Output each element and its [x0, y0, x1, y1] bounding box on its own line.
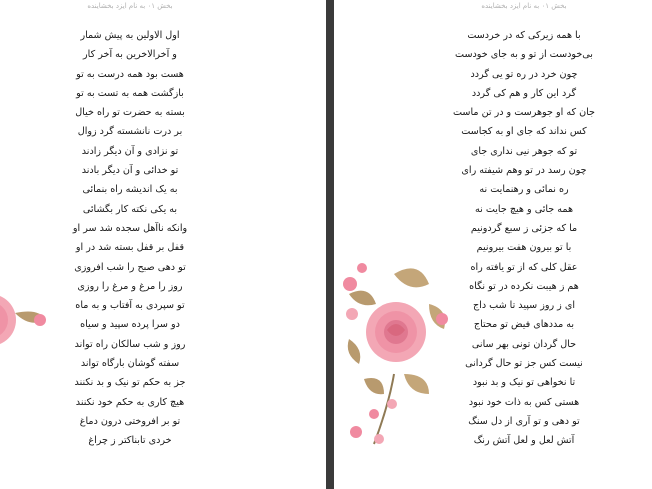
verse-line: تو خدائی و آن دیگر بادند: [81, 165, 179, 177]
verse-line: قفل بر قفل بسته شد در او: [75, 242, 185, 254]
verse-line: همه جائی و هیچ جایت نه: [474, 203, 574, 215]
verse-line: با همه زیرکی که در خردست: [467, 30, 581, 41]
verse-line: بی‌خودست از تو و به جای خودست: [455, 49, 593, 61]
verse-line: تو دهی صبح را شب افروزی: [74, 261, 186, 273]
verse-line: به مددهای فیض تو محتاج: [473, 319, 575, 331]
verse-line: و آخرالاخرین به آخر کار: [83, 49, 177, 61]
verse-line: تو بر افروختی درون دماغ: [79, 415, 181, 427]
verse-line: تو سپردی به آفتاب و به ماه: [75, 300, 185, 312]
pink-rose-icon: [0, 258, 56, 398]
verse-line: هستی کس به ذات خود نبود: [468, 396, 580, 408]
verse-line: با تو بیرون هفت بیرونیم: [476, 242, 572, 254]
verse-line: تا نخواهی تو نیک و بد نبود: [472, 377, 576, 389]
verse-line: چون خرد در ره تو یی گردد: [470, 68, 578, 80]
verse-line: تو دهی و تو آری از دل سنگ: [468, 415, 580, 427]
verse-list: [30, 26, 230, 451]
verse-line: هیچ کاری به حکم خود نکنند: [75, 396, 185, 408]
verse-line: چون رسد در تو وهم شیفته رای: [461, 165, 587, 177]
book-gutter: [326, 0, 334, 489]
verse-line: بسته به حضرت تو راه خیال: [75, 107, 185, 119]
verse-line: عقل کلی که از تو یافته راه: [470, 261, 578, 273]
verse-line: هست بود همه درست به تو: [76, 68, 184, 80]
verse-line: تو نزادی و آن دیگر زادند: [81, 145, 179, 157]
verse-list: [429, 26, 619, 451]
page-header: بخش ۰۱ به نام ایزد بخشاینده: [481, 2, 567, 10]
verse-line: جز به حکم تو نیک و بد نکنند: [74, 377, 186, 389]
verse-line: کس نداند که جای او به کجاست: [461, 126, 587, 138]
page-header: بخش ۰۱ به نام ایزد بخشاینده: [87, 2, 173, 10]
verse-line: خردی تابناکتر ز چراغ: [88, 435, 172, 447]
verse-line: گرد این کار و هم کی گردد: [471, 87, 577, 99]
verse-line: ره نمائی و رهنمایت نه: [479, 184, 569, 196]
verse-line: به یک اندیشه راه بنمائی: [82, 184, 178, 196]
verse-line: روز را مرغ و مرغ را روزی: [77, 280, 183, 292]
verse-line: به یکی نکته کار بگشائی: [82, 203, 178, 215]
verse-line: اول الاولین به پیش شمار: [80, 30, 180, 41]
verse-line: هم ز هیبت نکرده در تو نگاه: [469, 280, 579, 292]
verse-line: ای ز روز سپید تا شب داج: [472, 300, 576, 312]
verse-line: نیست کس جز تو حال گردانی: [465, 358, 583, 370]
verse-line: حال گردان تونی بهر سانی: [471, 338, 577, 350]
verse-line: بر درت نانشسته گرد زوال: [77, 126, 183, 138]
verse-line: جان که او جوهرست و در تن ماست: [453, 107, 595, 119]
pink-rose-icon: [334, 254, 454, 454]
verse-line: روز و شب سالکان راه تواند: [74, 338, 186, 350]
verse-line: آتش لعل و لعل آتش رنگ: [473, 435, 575, 447]
verse-line: سفته گوشان بارگاه تواند: [80, 358, 180, 370]
verse-line: بازگشت همه به تست به تو: [76, 87, 184, 99]
verse-line: وانکه ناآهل سجده شد سر او: [72, 222, 188, 234]
verse-line: ما که جزئی ز سبع گردونیم: [470, 222, 578, 234]
right-page: [334, 0, 652, 489]
verse-line: دو سرا پرده سپید و سیاه: [80, 319, 180, 331]
verse-line: تو که جوهر نیی نداری جای: [470, 145, 578, 157]
